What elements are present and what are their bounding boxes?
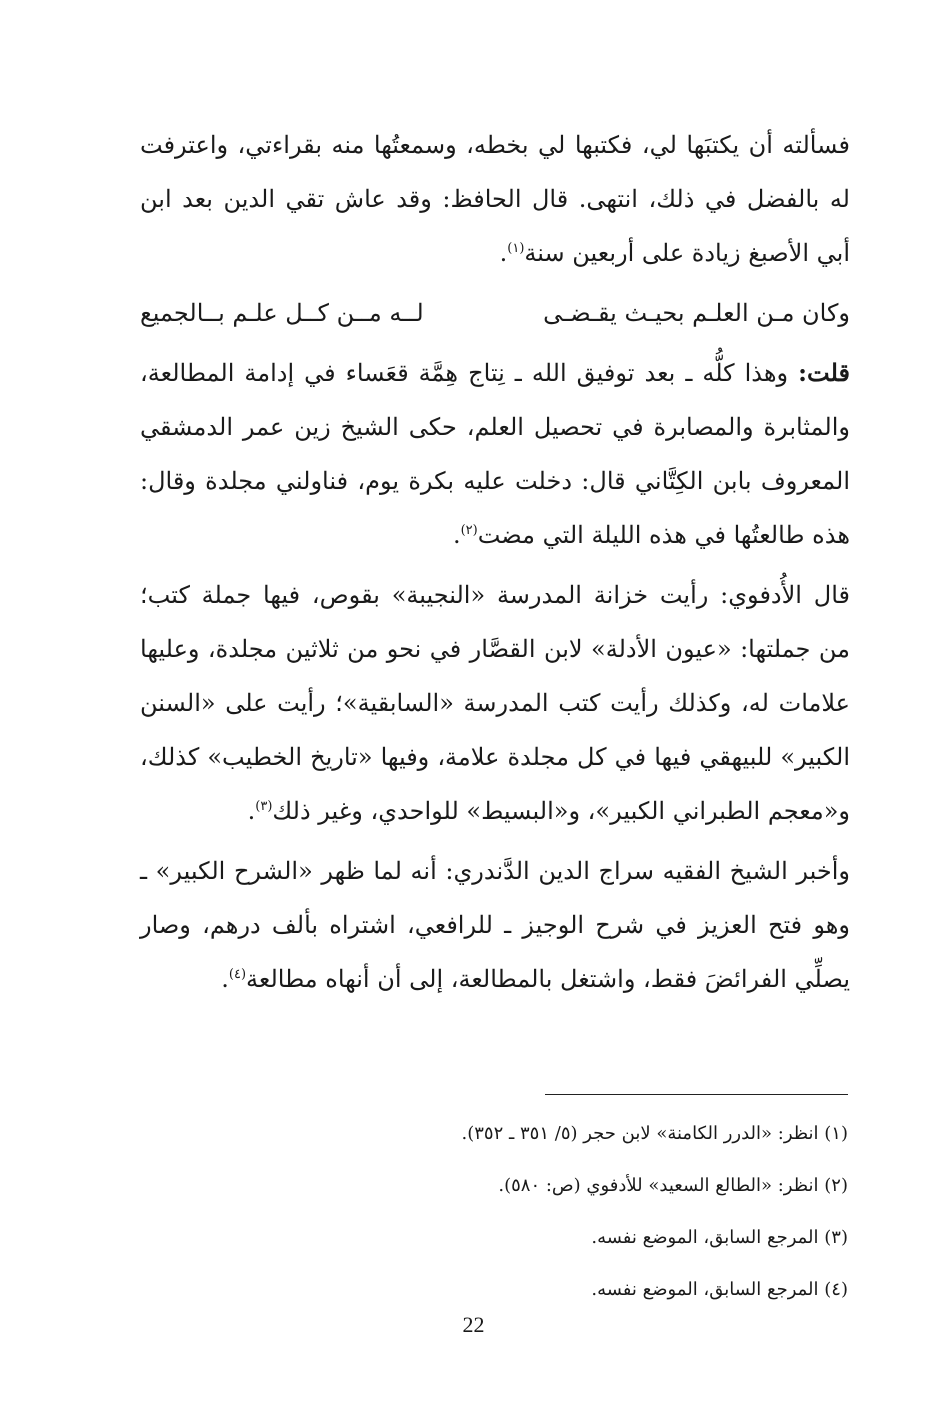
footnote-number: (٤) [824,1279,848,1300]
footnote-number: (١) [824,1123,848,1144]
footnote-text: انظر: «الطالع السعيد» للأدفوي (ص: ٥٨٠). [498,1175,819,1196]
verse-first-hemistich: وكان مـن العلـم بحيـث يقـضـى [543,299,850,327]
footnote-1 [300,1108,848,1160]
paragraph-1-text: فسألته أن يكتبَها لي، فكتبها لي بخطه، وسمعتُها منه بقراءتي، واعترفت له بالفضل في ذلك، انتهى. قال الحافظ: وقد عاش تقي الدين بعد ابن أبي الأصبغ زيادة على أربعين سنة [140,131,850,267]
footnote-4 [300,1264,848,1316]
paragraph-3: قال الأُدفوي: رأيت خزانة المدرسة «النجيبة» بقوص، فيها جملة كتب؛ من جملتها: «عيون الأدلة» لابن القصَّار في نحو من ثلاثين مجلدة، وعليها علامات له، وكذلك رأيت كتب المدرسة «السابقية»؛ رأيت على «السنن الكبير» للبيهقي فيها في كل مجلدة علامة، وفيها «تاريخ الخطيب» كذلك، و«معجم الطبراني الكبير»، و«البسيط» للواحدي، وغير ذلك$^{(٣)}$. [140,581,850,825]
footnote-ref-1[interactable]: (١) [507,241,525,256]
footnote-number: (٢) [824,1175,848,1196]
footnote-separator [545,1094,848,1095]
lead-word: قلت: [798,358,850,387]
paragraph-2-text: وهذا كلُّه ـ بعد توفيق الله ـ نِتاج هِمَّة قعَساء في إدامة المطالعة، والمثابرة والمصابرة في تحصيل العلم، حكى الشيخ زين عمر الدمشقي المعروف بابن الكِتَّاني قال: دخلت عليه بكرة يوم، فناولني مجلدة وقال: هذه طالعتُها في هذه الليلة التي مضت [140,359,850,549]
poetry-verse [140,286,850,340]
footnote-ref-2[interactable]: (٢) [460,523,478,538]
footnote-3 [300,1212,848,1264]
footnote-number: (٣) [824,1227,848,1248]
footnote-2 [300,1160,848,1212]
paragraph-1: فسألته أن يكتبَها لي، فكتبها لي بخطه، وسمعتُها منه بقراءتي، واعترفت له بالفضل في ذلك، انتهى. قال الحافظ: وقد عاش تقي الدين بعد ابن أبي الأصبغ زيادة على أربعين سنة$^{(١)}$. [140,131,850,267]
paragraph-4-text: وأخبر الشيخ الفقيه سراج الدين الدَّندري: أنه لما ظهر «الشرح الكبير» ـ وهو فتح العزيز في شرح الوجيز ـ للرافعي، اشتراه بألف درهم، وصار يصلِّي الفرائضَ فقط، واشتغل بالمطالعة، إلى أن أنهاه مطالعة [140,857,851,993]
paragraph-2: قلت: وهذا كلُّه ـ بعد توفيق الله ـ نِتاج هِمَّة قعَساء في إدامة المطالعة، والمثابرة والمصابرة في تحصيل العلم، حكى الشيخ زين عمر الدمشقي المعروف بابن الكِتَّاني قال: دخلت عليه بكرة يوم، فناولني مجلدة وقال: هذه طالعتُها في هذه الليلة التي مضت$^{(٢)}$. [140,358,850,549]
footnote-text: المرجع السابق، الموضع نفسه. [591,1279,819,1300]
main-text [140,118,850,1012]
footnote-ref-3[interactable]: (٣) [255,799,273,814]
footnote-ref-4[interactable]: (٤) [228,967,247,982]
footnote-text: المرجع السابق، الموضع نفسه. [591,1227,819,1248]
verse-second-hemistich: لــه مــن كــل علـم بــالجميع [140,299,424,327]
paragraph-4: وأخبر الشيخ الفقيه سراج الدين الدَّندري: أنه لما ظهر «الشرح الكبير» ـ وهو فتح العزيز في شرح الوجيز ـ للرافعي، اشتراه بألف درهم، وصار يصلِّي الفرائضَ فقط، واشتغل بالمطالعة، إلى أن أنهاه مطالعة$^{(٤)}$. [140,857,851,993]
footnote-text: انظر: «الدرر الكامنة» لابن حجر (٥/ ٣٥١ ـ ٣٥٢). [461,1123,819,1144]
footnotes [300,1108,848,1316]
paragraph-3-text: قال الأُدفوي: رأيت خزانة المدرسة «النجيبة» بقوص، فيها جملة كتب؛ من جملتها: «عيون الأدلة» لابن القصَّار في نحو من ثلاثين مجلدة، وعليها علامات له، وكذلك رأيت كتب المدرسة «السابقية»؛ رأيت على «السنن الكبير» للبيهقي فيها في كل مجلدة علامة، وفيها «تاريخ الخطيب» كذلك، و«معجم الطبراني الكبير»، و«البسيط» للواحدي، وغير ذلك [140,581,850,825]
page-number: 22 [462,1312,485,1337]
